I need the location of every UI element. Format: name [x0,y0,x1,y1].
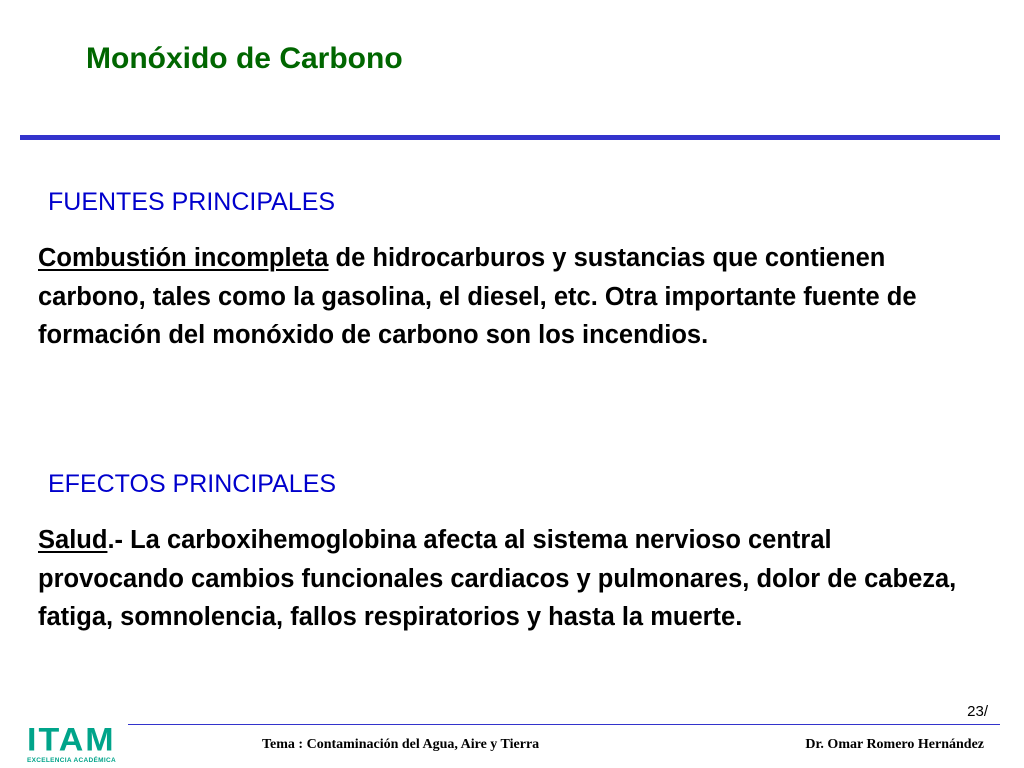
itam-logo [27,721,127,768]
footer-author: Dr. Omar Romero Hernández [805,737,984,752]
sources-paragraph [38,239,978,355]
effects-heading: EFECTOS PRINCIPALES [48,470,337,498]
logo-wordmark: ITAM [27,721,116,759]
logo-tagline: EXCELENCIA ACADÉMICA [27,757,116,764]
sources-text: de hidrocarburos y sustancias que contienen carbono, tales como la gasolina, el diesel, etc. Otra importante fuente de formación del monóxido de carbono son los incendios. [38,244,917,349]
sources-lead: Combustión incompleta [38,244,329,272]
footer-topic: Tema : Contaminación del Agua, Aire y Tierra [262,737,540,752]
slide-title: Monóxido de Carbono [86,42,403,75]
effects-text: .- La carboxihemoglobina afecta al sistema nervioso central provocando cambios funcionales cardiacos y pulmonares, dolor de cabeza, fatiga, somnolencia, fallos respiratorios y hasta la muerte. [38,526,957,631]
sources-heading: FUENTES PRINCIPALES [48,188,336,216]
page-number: 23/ [967,703,988,720]
footer-divider [128,724,1000,725]
effects-lead: Salud [38,526,108,554]
effects-paragraph [38,521,978,637]
title-divider [20,135,1000,140]
